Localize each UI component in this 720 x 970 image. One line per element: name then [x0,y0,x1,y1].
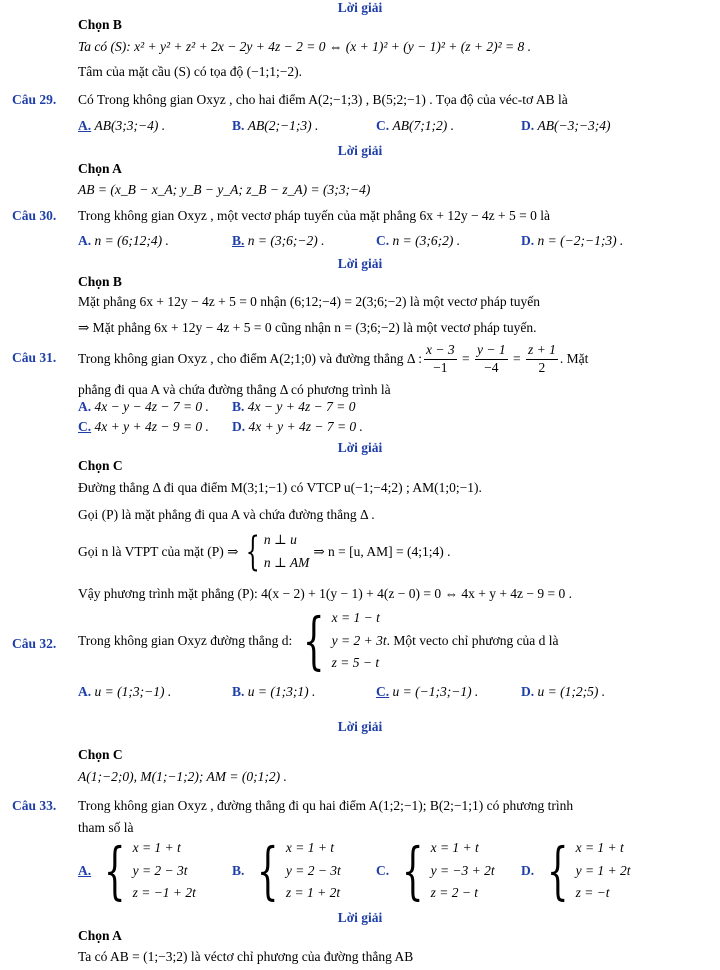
brace-icon: { [402,834,424,907]
fraction [475,342,508,377]
option-label: A. [78,233,92,248]
fraction-numerator: x − 3 [424,342,457,360]
brace-icon: { [257,834,279,907]
solution-line: A(1;−2;0), M(1;−1;2); AM = (0;1;2) . [78,769,287,784]
solution-line [78,529,451,575]
question-text [78,604,559,677]
question-text: Trong không gian Oxyz , đường thẳng đi qu hai điểm A(1;2;−1); B(2;−1;1) có phương trình [78,798,574,813]
solution-header: Lời giải [337,910,383,925]
fraction-numerator: z + 1 [526,342,558,360]
system-row: y = 2 − 3t [132,862,188,878]
equation-system [294,604,387,677]
option-d [521,233,623,250]
system-row: x = 1 + t [285,840,335,855]
option-label: C. [376,233,390,248]
option-value: u = (1;3;−1) . [94,684,172,699]
option-label: A. [78,399,92,414]
question-text: Trong không gian Oxyz , một vectơ pháp tuyến của mặt phẳng 6x + 12y − 4z + 5 = 0 là [78,208,551,223]
answer-choice: Chọn B [78,274,122,289]
system-row: y = −3 + 2t [430,862,495,878]
option-b [232,233,324,250]
system-rows [286,840,341,902]
question-text-part: Trong không gian Oxyz , cho điểm A(2;1;0) và đường thẳng Δ : [78,350,422,366]
system-row: z = 1 + 2t [285,885,341,901]
option-d [521,834,631,907]
solution-line: Ta có (S): x² + y² + z² + 2x − 2y + 4z − 2 = 0 ⇔ (x + 1)² + (y − 1)² + (z + 2)² = 8 . [78,39,532,54]
system-row: x = 1 + t [132,840,181,855]
option-b [232,118,318,135]
option-label: B. [232,862,245,878]
question-text: tham số là [78,820,134,835]
system-row: z = −1 + 2t [132,885,196,901]
option-c [376,684,478,701]
question-number: Câu 31. [12,350,57,365]
option-a [78,834,196,907]
answer-choice: Chọn A [78,928,122,943]
brace-icon: { [104,834,126,907]
question-number: Câu 32. [12,636,57,651]
question-text-part: . Một vecto chỉ phương của d là [386,632,559,648]
system-row: z = 5 − t [331,655,380,671]
system-rows [431,840,495,902]
option-c [78,419,209,436]
solution-header: Lời giải [337,256,383,271]
system-rows [264,532,309,572]
equation-system [538,834,631,907]
equation-system [240,529,310,575]
solution-line: AB = (x_B − x_A; y_B − y_A; z_B − z_A) = (3;3;−4) [78,182,371,197]
option-a [78,233,169,250]
fraction-denominator: −1 [433,359,448,375]
option-label: D. [232,419,246,434]
solution-line: Mặt phẳng 6x + 12y − 4z + 5 = 0 nhận (6;12;−4) = 2(3;6;−2) là một vectơ pháp tuyến [78,294,540,309]
fraction [424,342,457,377]
solution-line: Vậy phương trình mặt phẳng (P): 4(x − 2) + 1(y − 1) + 4(z − 0) = 0 ⇔ 4x + y + 4z − 9 = 0 . [78,586,573,601]
option-label: D. [521,862,535,878]
option-value: 4x − y + 4z − 7 = 0 [247,399,356,414]
option-label: C. [78,419,92,434]
answer-choice: Chọn C [78,747,123,762]
option-d [232,419,363,436]
solution-header: Lời giải [337,0,383,15]
option-value: 4x + y + 4z − 7 = 0 . [248,419,363,434]
option-value: u = (1;3;1) . [247,684,316,699]
option-label: D. [521,233,535,248]
solution-header: Lời giải [337,143,383,158]
system-row: x = 1 + t [430,840,479,855]
system-rows [576,840,631,902]
system-row: z = 2 − t [430,885,479,901]
option-d [521,118,610,135]
option-a [78,684,171,701]
system-row: z = −t [575,885,610,901]
solution-header: Lời giải [337,440,383,455]
system-rows [133,840,196,902]
solution-text-part: Gọi n là VTPT của mặt (P) ⇒ [78,543,239,559]
brace-icon: { [303,604,325,677]
solution-text-part: ⇒ n = [u, AM] = (4;1;4) . [313,543,451,559]
option-label: A. [78,684,92,699]
question-number: Câu 29. [12,92,57,107]
option-c [376,834,495,907]
solution-line: ⇒ Mặt phẳng 6x + 12y − 4z + 5 = 0 cũng nhận n = (3;6;−2) là một vectơ pháp tuyến. [78,320,537,335]
system-row: y = 2 + 3t [331,632,387,648]
question-number: Câu 33. [12,798,57,813]
option-label: B. [232,684,245,699]
option-value: n = (3;6;2) . [392,233,461,248]
fraction-denominator: −4 [484,359,499,375]
option-value: u = (−1;3;−1) . [392,684,479,699]
option-a [78,399,209,416]
option-value: u = (1;2;5) . [537,684,606,699]
option-c [376,118,454,135]
option-value: n = (6;12;4) . [94,233,169,248]
option-value: n = (3;6;−2) . [247,233,325,248]
answer-choice: Chọn B [78,17,122,32]
equation-system [248,834,341,907]
equation-system [95,834,196,907]
system-row: y = 2 − 3t [285,862,341,878]
answer-choice: Chọn A [78,161,122,176]
brace-icon: { [246,529,261,575]
answer-choice: Chọn C [78,458,123,473]
system-row: n ⊥ u [263,532,297,547]
option-label: C. [376,862,390,878]
option-label: A. [78,862,92,878]
option-label: B. [232,118,245,133]
system-row: x = 1 + t [575,840,624,855]
solution-header: Lời giải [337,719,383,734]
option-label: C. [376,118,390,133]
solution-line: Đường thẳng Δ đi qua điểm M(3;1;−1) có VTCP u(−1;−4;2) ; AM(1;0;−1). [78,480,482,495]
system-row: n ⊥ AM [263,555,310,571]
system-row: y = 1 + 2t [575,862,631,878]
option-label: D. [521,118,535,133]
system-row: x = 1 − t [331,610,380,625]
option-d [521,684,605,701]
option-value: 4x + y + 4z − 9 = 0 . [94,419,209,434]
option-c [376,233,460,250]
option-value: 4x − y − 4z − 7 = 0 . [94,399,209,414]
option-b [232,834,341,907]
question-number: Câu 30. [12,208,57,223]
option-value: n = (−2;−1;3) . [537,233,624,248]
fraction-denominator: 2 [538,359,546,375]
question-text: Trong không gian Oxyz , cho điểm A(2;1;0) và đường thẳng Δ : $\frac{x - 3}{-1}$ = $\frac{y - 1}{-4}$ = $\frac{z + 1}{2}$ . Mặt [78,341,589,375]
option-value: AB(3;3;−4) . [94,118,166,133]
question-text-part: . Mặt [559,350,589,366]
option-value: AB(−3;−3;4) [537,118,611,133]
option-a [78,118,165,135]
option-label: D. [521,684,535,699]
equation-system [393,834,495,907]
option-value: AB(2;−1;3) . [247,118,319,133]
solution-line: Tâm của mặt cầu (S) có tọa độ (−1;1;−2). [78,64,303,79]
option-label: A. [78,118,92,133]
option-b [232,399,355,416]
fraction-numerator: y − 1 [475,342,508,360]
option-b [232,684,315,701]
fraction [526,342,558,377]
question-text: Có Trong không gian Oxyz , cho hai điểm A(2;−1;3) , B(5;2;−1) . Tọa độ của véc-tơ AB là [78,92,568,107]
option-label: B. [232,233,245,248]
brace-icon: { [547,834,569,907]
option-label: B. [232,399,245,414]
solution-line: Gọi (P) là mặt phẳng đi qua A và chứa đường thẳng Δ . [78,507,375,522]
option-label: C. [376,684,390,699]
question-text: phẳng đi qua A và chứa đường thẳng Δ có phương trình là [78,382,391,397]
system-rows [332,610,387,672]
solution-line: Ta có AB = (1;−3;2) là véctơ chỉ phương của đường thẳng AB [78,949,414,964]
question-text-part: Trong không gian Oxyz đường thẳng d: [78,632,293,648]
option-value: AB(7;1;2) . [392,118,454,133]
